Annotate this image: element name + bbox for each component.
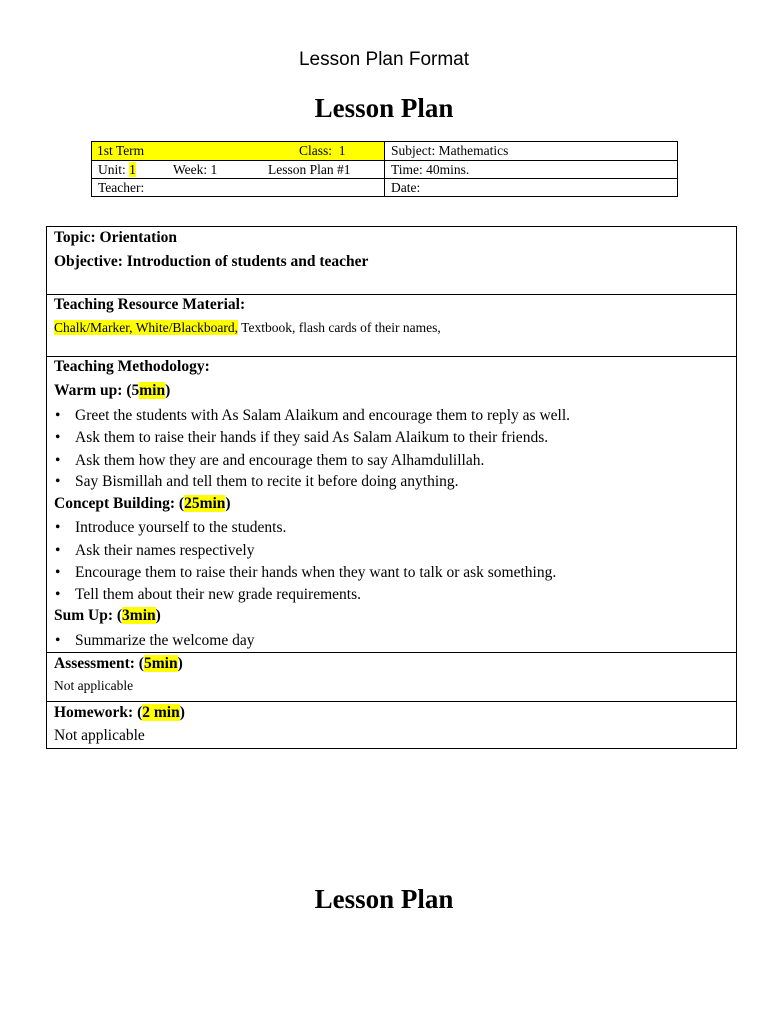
assessment-text: Not applicable	[54, 678, 134, 693]
sumup-duration: 3min	[122, 607, 156, 624]
list-item: • Summarize the welcome day	[75, 632, 254, 650]
methodology-section	[47, 356, 736, 652]
time-cell: Time: 40mins.	[391, 162, 470, 177]
resource-highlighted: Chalk/Marker, White/Blackboard,	[54, 320, 239, 335]
class-cell	[299, 142, 346, 160]
concept-heading	[54, 495, 231, 513]
assessment-section	[47, 652, 736, 701]
concept-close: )	[225, 495, 231, 512]
teacher-cell: Teacher:	[98, 180, 145, 195]
concept-label: Concept Building: (	[54, 495, 185, 512]
subject-cell: Subject: Mathematics	[391, 143, 509, 158]
topic-section	[47, 227, 736, 294]
assessment-heading	[54, 655, 183, 673]
warmup-close: )	[165, 382, 171, 399]
next-page-heading: Lesson Plan	[314, 884, 454, 914]
concept-duration: 25min	[184, 495, 226, 512]
objective: Objective: Introduction of students and teacher	[54, 253, 369, 270]
topic: Topic: Orientation	[54, 229, 178, 246]
info-row-term	[92, 142, 677, 160]
resource-other: Textbook, flash cards of their names,	[238, 320, 441, 335]
list-item: • Tell them about their new grade requirements.	[75, 586, 361, 604]
assessment-duration: 5min	[143, 655, 178, 672]
list-item: • Ask them how they are and encourage them to say Alhamdulillah.	[75, 452, 484, 470]
warmup-label: Warm up: (5	[54, 382, 140, 399]
list-item: • Ask their names respectively	[75, 542, 254, 560]
sumup-close: )	[155, 607, 161, 624]
sumup-heading	[54, 607, 161, 625]
resource-section	[47, 294, 736, 356]
class-value: 1	[338, 143, 346, 158]
sumup-label: Sum Up: (	[54, 607, 123, 624]
list-item: • Introduce yourself to the students.	[75, 519, 286, 537]
list-item: • Ask them to raise their hands if they said As Salam Alaikum to their friends.	[75, 429, 548, 447]
unit-cell	[98, 161, 136, 179]
lesson-plan-number: Lesson Plan #1	[268, 162, 351, 177]
lesson-plan-table	[46, 226, 737, 749]
homework-text: Not applicable	[54, 727, 145, 744]
lesson-info-table	[91, 141, 678, 197]
class-label: Class:	[299, 143, 333, 158]
homework-close: )	[179, 704, 185, 721]
format-title: Lesson Plan Format	[298, 49, 470, 70]
page-heading: Lesson Plan	[314, 93, 454, 123]
list-item: • Encourage them to raise their hands when they want to talk or ask something.	[75, 564, 556, 582]
list-item: • Say Bismillah and tell them to recite it before doing anything.	[75, 473, 459, 491]
unit-value: 1	[129, 162, 136, 177]
homework-duration: 2 min	[142, 704, 180, 721]
assessment-close: )	[177, 655, 183, 672]
info-row-unit	[92, 160, 677, 178]
date-cell: Date:	[391, 180, 421, 195]
resource-title: Teaching Resource Material:	[54, 296, 246, 313]
homework-label: Homework: (	[54, 704, 143, 721]
homework-heading	[54, 704, 185, 722]
info-row-teacher	[92, 178, 677, 196]
warmup-duration: min	[139, 382, 166, 399]
unit-label: Unit:	[98, 162, 126, 177]
assessment-label: Assessment: (	[54, 655, 144, 672]
week-cell: Week: 1	[173, 162, 218, 177]
warmup-heading	[54, 382, 170, 400]
list-item: • Greet the students with As Salam Alaikum and encourage them to reply as well.	[75, 407, 570, 425]
methodology-title: Teaching Methodology:	[54, 358, 210, 375]
resource-materials	[54, 320, 441, 336]
homework-section	[47, 701, 736, 748]
term-value: 1st Term	[97, 143, 145, 158]
